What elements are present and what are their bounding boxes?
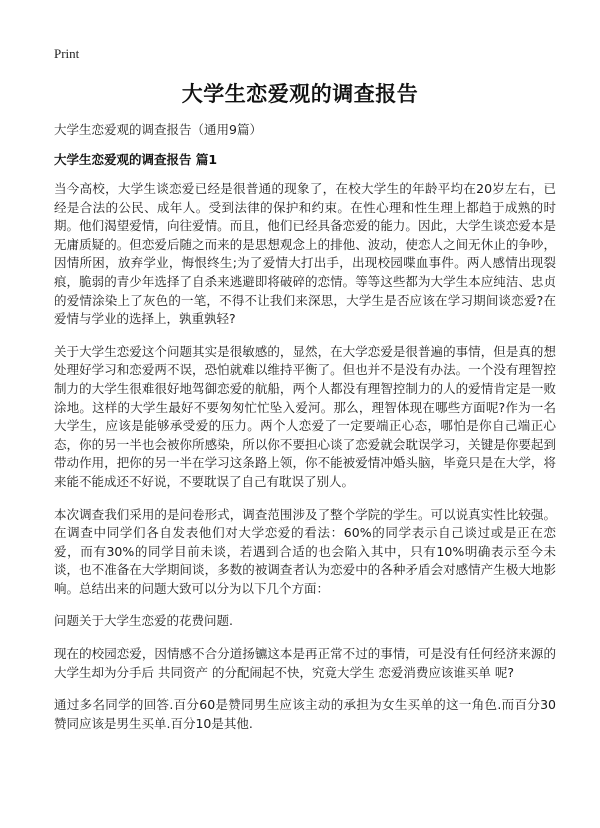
paragraph-3: 本次调查我们采用的是问卷形式，调查范围涉及了整个学院的学生。可以说真实性比较强。在调查中同学们各自发表他们对大学恋爱的看法：60%的同学表示自己谈过或是正在恋爱，而有30%的同学目前未谈，若遇到合适的也会陷入其中，只有10%明确表示至今未谈，也不准备在大学期间谈，多数的被调查者认为恋爱中的各种矛盾会对感情产生极大地影响。总结出来的问题大致可以分为以下几个方面： xyxy=(54,506,556,596)
paragraph-1: 当今高校，大学生谈恋爱已经是很普通的现象了，在校大学生的年龄平均在20岁左右，已经是合法的公民、成年人。受到法律的保护和约束。在性心理和性生理上都趋于成熟的时期。他们渴望爱情，向往爱情。而且，他们已经具备恋爱的能力。因此，大学生谈恋爱本是无庸质疑的。但恋爱后随之而来的是思想观念上的排他、波动，使恋人之间无休止的争吵，因情所困，放弃学业，悔恨终生;为了爱情大打出手，出现校园喋血事件。两人感情出现裂痕，脆弱的青少年选择了自杀来逃避即将破碎的恋情。等等这些都为大学生本应纯洁、忠贞的爱情涂染上了灰色的一笔，不得不让我们来深思，大学生是否应该在学习期间谈恋爱?在爱情与学业的选择上，孰重孰轻? xyxy=(54,181,556,327)
paragraph-6: 通过多名同学的回答.百分60是赞同男生应该主动的承担为女生买单的这一角色.而百分30赞同应该是男生买单.百分10是其他. xyxy=(54,697,556,731)
document-body xyxy=(54,180,556,747)
section-heading: 大学生恋爱观的调查报告 篇1 xyxy=(54,152,218,167)
page-title: 大学生恋爱观的调查报告 xyxy=(181,82,419,106)
paragraph-2: 关于大学生恋爱这个问题其实是很敏感的，显然，在大学恋爱是很普遍的事情，但是真的想处理好学习和恋爱两不误，恐怕就难以维持平衡了。但也并不是没有办法。一个没有理智控制力的大学生很难很好地驾御恋爱的航船，两个人都没有理智控制力的人的爱情肯定是一败涂地。这样的大学生最好不要匆匆忙忙坠入爱河。那么，理智体现在哪些方面呢?作为一名大学生，应该是能够承受爱的压力。两个人恋爱了一定要端正心态，哪怕是你自己端正心态，你的另一半也会被你所感染，所以你不要担心谈了恋爱就会耽误学习，关键是你要起到带动作用，把你的另一半在学习这条路上领，你不能被爱情冲婚头脑，毕竟只是在大学，将来能不能成还不好说，不要耽误了自己有耽误了别人。 xyxy=(54,343,556,489)
print-label[interactable]: Print xyxy=(54,46,80,61)
paragraph-5: 现在的校园恋爱，因情感不合分道扬镳这本是再正常不过的事情，可是没有任何经济来源的大学生却为分手后 共同资产 的分配闹起不快，究竟大学生 恋爱消费应该谁买单 呢? xyxy=(54,646,556,680)
paragraph-4: 问题关于大学生恋爱的花费问题. xyxy=(54,613,233,629)
document-subtitle: 大学生恋爱观的调查报告（通用9篇） xyxy=(54,122,262,137)
